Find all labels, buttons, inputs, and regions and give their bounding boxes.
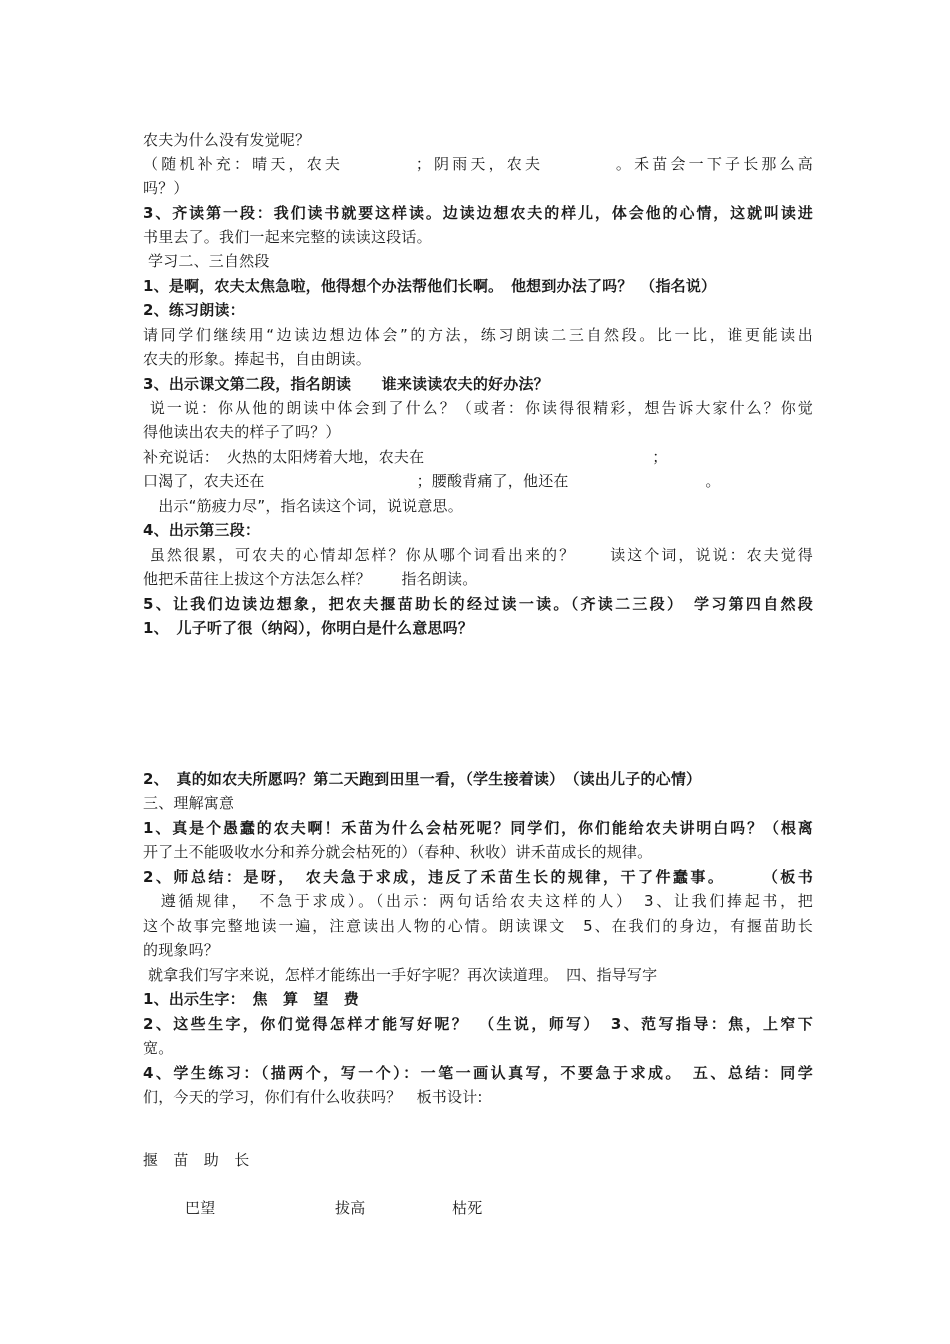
text-line: 4、出示第三段：: [143, 521, 261, 539]
text-line: 他把禾苗往上拔这个方法怎么样？ 指名朗读。: [143, 570, 478, 588]
text-line: 虽然很累，可农夫的心情却怎样？你从哪个词看出来的？ 读这个词，说说：农夫觉得: [143, 546, 813, 564]
text-line: 3、出示课文第二段，指名朗读 谁来读读农夫的好办法？: [143, 375, 549, 393]
text-line: 农夫为什么没有发觉呢？: [143, 131, 311, 149]
text-line: 请同学们继续用“边读边想边体会”的方法，练习朗读二三自然段。比一比，谁更能读出: [143, 326, 813, 344]
text-line: 2、练习朗读：: [143, 301, 245, 319]
text-line: 们，今天的学习，你们有什么收获吗？ 板书设计:: [143, 1088, 483, 1106]
text-line: 出示“筋疲力尽”，指名读这个词，说说意思。: [143, 497, 463, 515]
text-line: 2、这些生字，你们觉得怎样才能写好呢？ （生说，师写） 3、范写指导：焦，上窄下: [143, 1015, 813, 1033]
text-line: 得他读出农夫的样子了吗？）: [143, 423, 341, 441]
text-line: 说一说：你从他的朗读中体会到了什么？（或者：你读得很精彩，想告诉大家什么？你觉: [143, 399, 813, 417]
board-word: 巴望: [185, 1199, 216, 1217]
text-line: 口渴了，农夫还在 ；腰酸背痛了，他还在 。: [143, 472, 721, 490]
board-word: 拔高: [335, 1199, 366, 1217]
text-line: 2、师总结：是呀， 农夫急于求成，违反了禾苗生长的规律，干了件蠢事。 （板书: [143, 868, 813, 886]
text-line: 的现象吗？: [143, 941, 220, 959]
text-line: 开了土不能吸收水分和养分就会枯死的）（春种、秋收）讲禾苗成长的规律。: [143, 843, 653, 861]
text-line: 宽。: [143, 1039, 174, 1057]
text-line: 1、 儿子听了很（纳闷），你明白是什么意思吗？: [143, 619, 474, 637]
text-line: 5、让我们边读边想象，把农夫揠苗助长的经过读一读。（齐读二三段） 学习第四自然段: [143, 595, 813, 613]
text-line: 补充说话： 火热的太阳烤着大地，农夫在 ；: [143, 448, 668, 466]
board-word: 枯死: [452, 1199, 483, 1217]
text-line: 就拿我们写字来说，怎样才能练出一手好字呢？再次读道理。 四、指导写字: [143, 966, 658, 984]
text-line: 吗？）: [143, 179, 189, 197]
text-line: 2、 真的如农夫所愿吗？第二天跑到田里一看，（学生接着读） （读出儿子的心情）: [143, 770, 702, 788]
text-line: 1、出示生字： 焦 算 望 费: [143, 990, 359, 1008]
text-line: 这个故事完整地读一遍，注意读出人物的心情。朗读课文 5、在我们的身边，有揠苗助长: [143, 917, 813, 935]
text-line: （随机补充：晴天，农夫 ；阴雨天，农夫 。禾苗会一下子长那么高: [143, 155, 813, 173]
text-line: 书里去了。我们一起来完整的读读这段话。: [143, 228, 432, 246]
text-line: 农夫的形象。捧起书，自由朗读。: [143, 350, 372, 368]
section-heading: 学习二、三自然段: [143, 252, 270, 270]
text-line: 遵循规律， 不急于求成）。（出示：两句话给农夫这样的人） 3、让我们捧起书，把: [143, 892, 813, 910]
text-line: 1、真是个愚蠢的农夫啊！禾苗为什么会枯死呢？同学们，你们能给农夫讲明白吗？（根离: [143, 819, 813, 837]
section-heading: 三、理解寓意: [143, 794, 235, 812]
text-line: 4、学生练习：（描两个，写一个）：一笔一画认真写，不要急于求成。 五、总结：同学: [143, 1064, 813, 1082]
text-line: 3、齐读第一段：我们读书就要这样读。边读边想农夫的样儿，体会他的心情，这就叫读进: [143, 204, 813, 222]
board-title: 揠 苗 助 长: [143, 1151, 250, 1169]
text-line: 1、是啊，农夫太焦急啦，他得想个办法帮他们长啊。 他想到办法了吗？ （指名说）: [143, 277, 717, 295]
